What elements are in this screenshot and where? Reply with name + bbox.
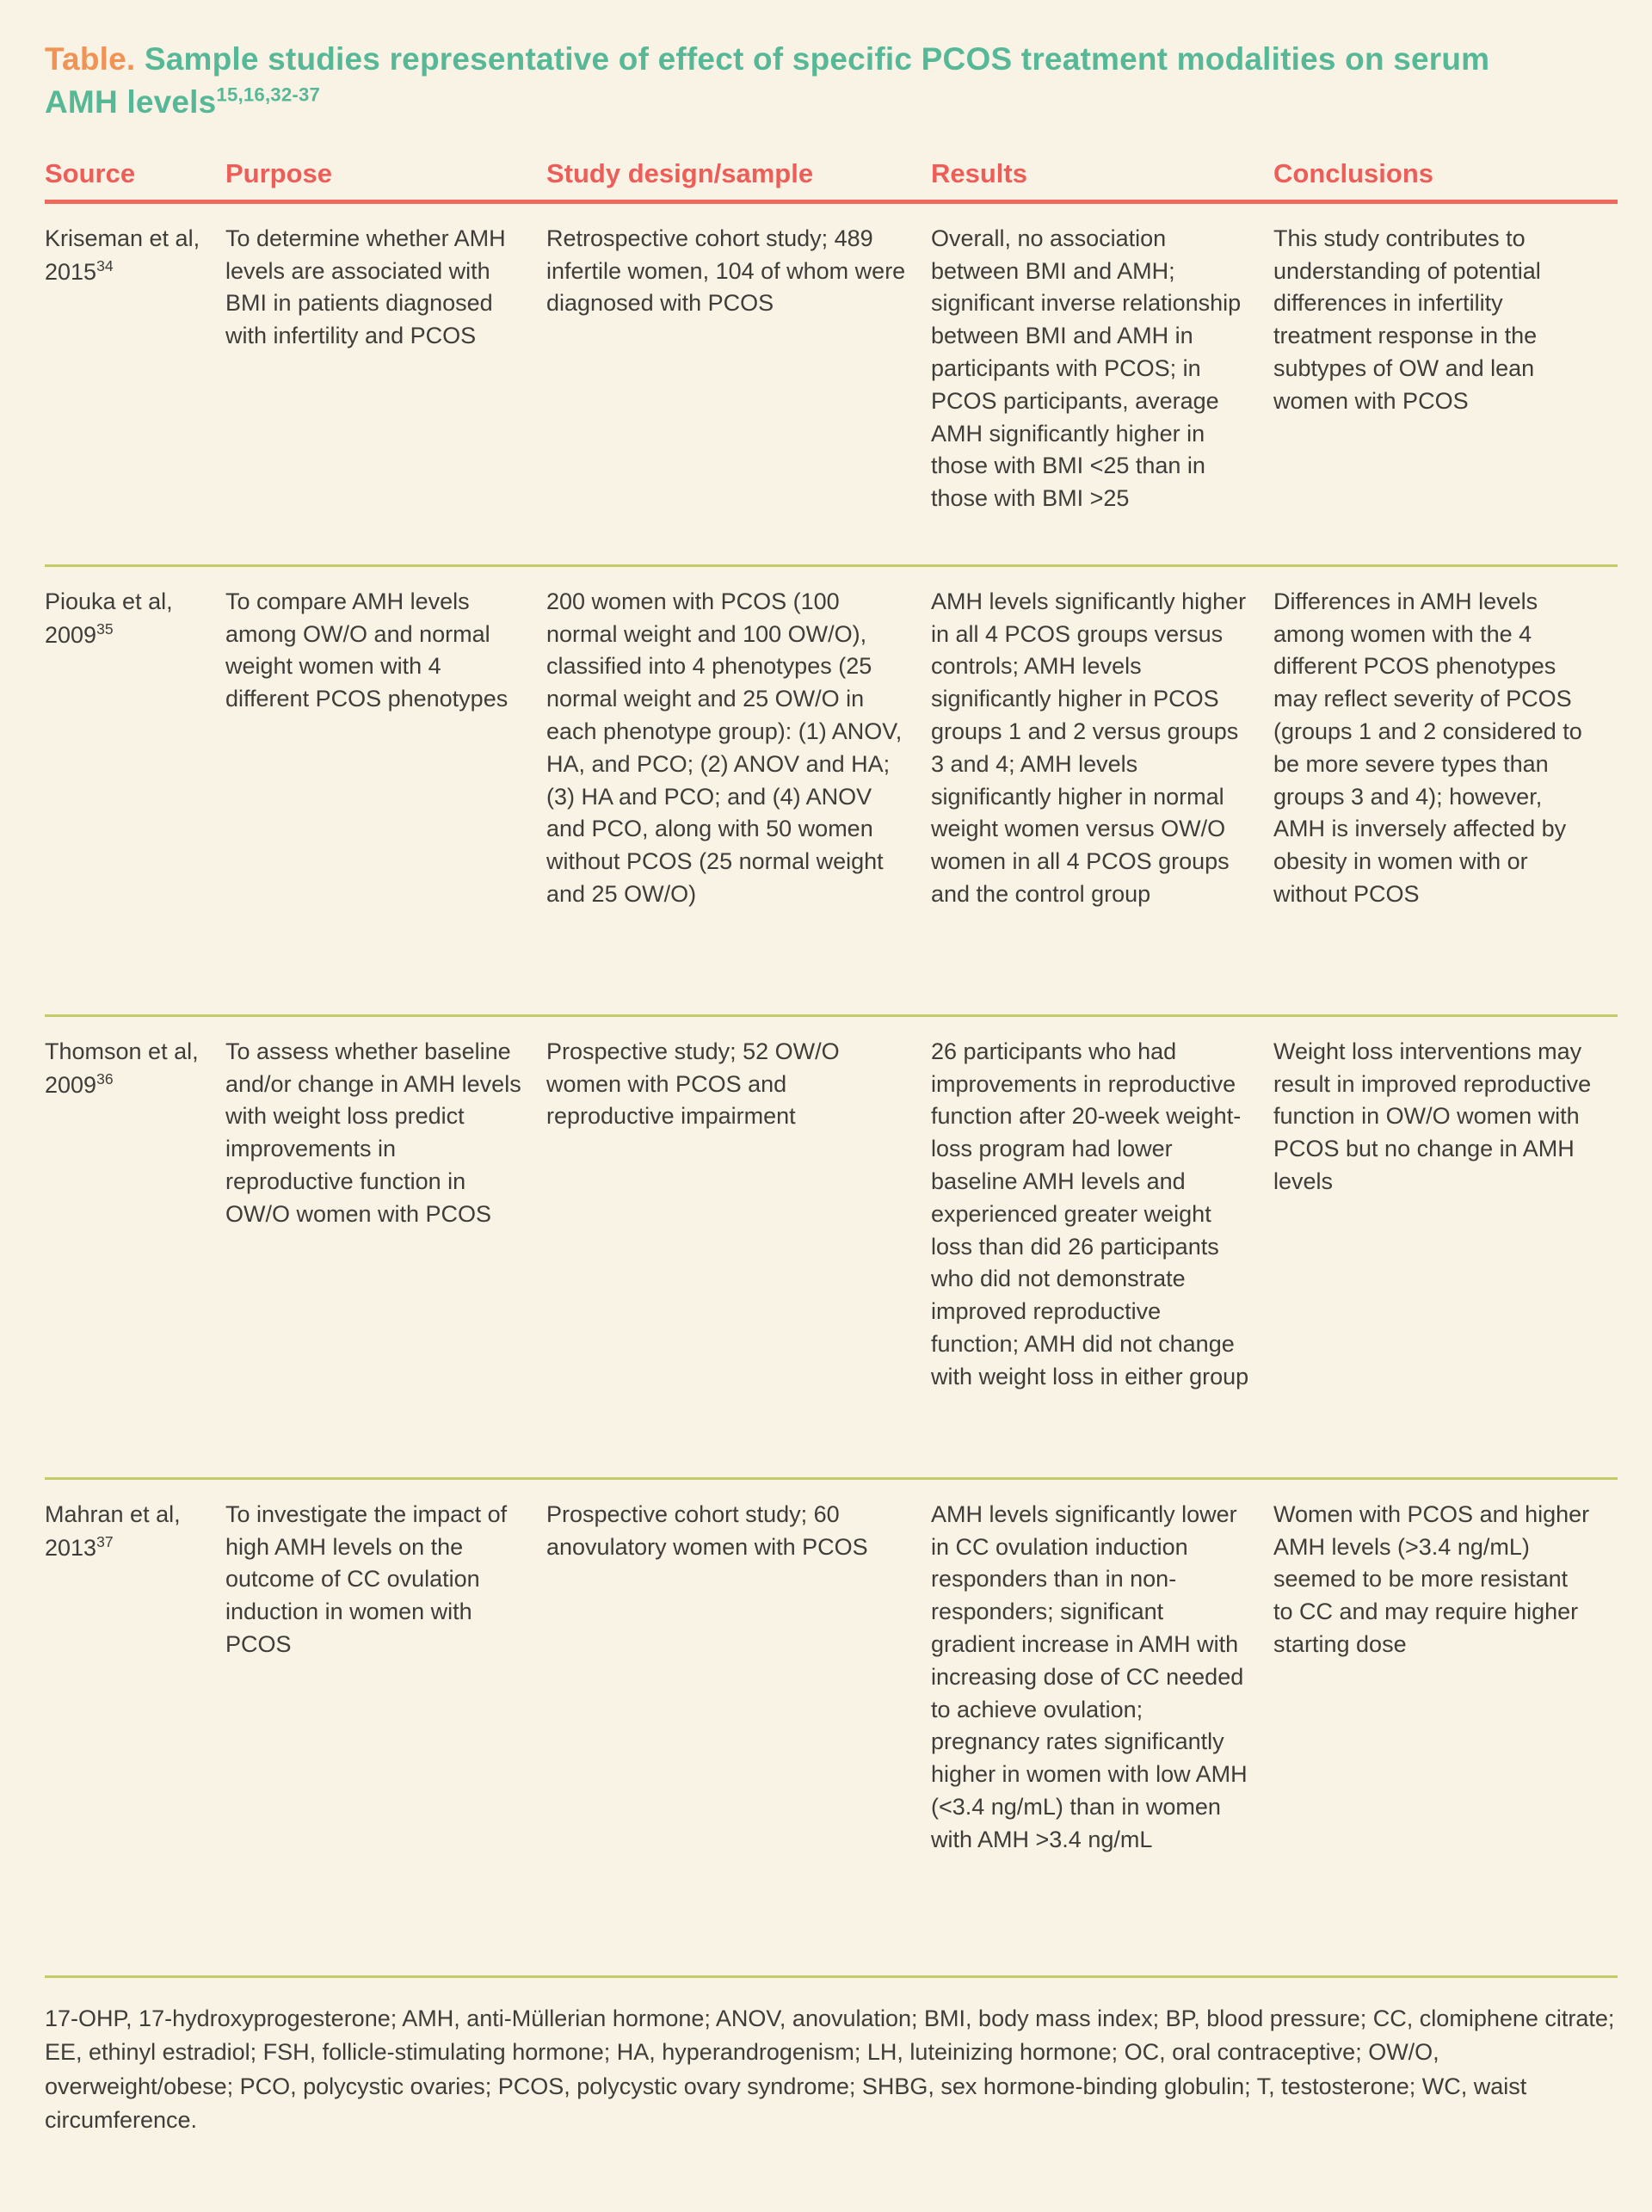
table-row (45, 204, 1618, 567)
table-row (45, 567, 1618, 1017)
results-cell: Overall, no association between BMI and AMH; significant inverse relationship between BMI and AMH in participants with PCOS; in PCOS participants, average AMH significantly higher in those with BMI <25 than in those with BMI >25 (931, 225, 1242, 512)
results-cell: 26 participants who had improvements in reproductive function after 20-week weight-loss program had lower baseline AMH levels and experienced greater weight loss than did 26 participants who did not demonstrate improved reproductive function; AMH did not change with weight loss in either group (931, 1038, 1249, 1389)
results-cell: AMH levels significantly lower in CC ovulation induction responders than in non-responders; significant gradient increase in AMH with increasing dose of CC needed to achieve ovulation; pregnancy rates significantly higher in women with low AMH (<3.4 ng/mL) than in women with AMH >3.4 ng/mL (931, 1500, 1248, 1852)
conclusions-cell: Weight loss interventions may result in improved reproductive function in OW/O women with PCOS but no change in AMH levels (1273, 1038, 1592, 1195)
table-row (45, 1480, 1618, 1978)
design-cell: Prospective study; 52 OW/O women with PCOS and reproductive impairment (546, 1038, 840, 1130)
purpose-cell: To investigate the impact of high AMH levels on the outcome of CC ovulation induction in women with PCOS (225, 1500, 508, 1658)
conclusions-cell: This study contributes to understanding of potential differences in infertility treatment response in the subtypes of OW and lean women with PCOS (1273, 225, 1541, 414)
purpose-cell: To determine whether AMH levels are associated with BMI in patients diagnosed with infertility and PCOS (225, 225, 506, 349)
design-cell: Retrospective cohort study; 489 infertile women, 104 of whom were diagnosed with PCOS (546, 225, 906, 317)
table-row (45, 1017, 1618, 1480)
source-reference-number: 37 (96, 1532, 114, 1550)
column-header-purpose: Purpose (225, 157, 333, 188)
design-cell: 200 women with PCOS (100 normal weight and 100 OW/O), classified into 4 phenotypes (25 normal weight and 25 OW/O in each phenotype group): (1) ANOV, HA, and PCO; (2) ANOV and HA; (3) HA and PCO; and (4) ANOV and PCO, along with 50 women without PCOS (25 normal weight and 25 OW/O) (546, 588, 903, 908)
source-citation: Piouka et al, 2009 (45, 588, 173, 648)
column-header-results: Results (931, 157, 1027, 188)
results-cell: AMH levels significantly higher in all 4 PCOS groups versus controls; AMH levels significantly higher in PCOS groups 1 and 2 versus groups 3 and 4; AMH levels significantly higher in normal weight women versus OW/O women in all 4 PCOS groups and the control group (931, 588, 1247, 908)
table-title (45, 38, 1490, 124)
source-citation: Thomson et al, 2009 (45, 1038, 199, 1098)
table-title-references: 15,16,32-37 (216, 83, 321, 106)
source-cell (45, 1036, 225, 1457)
source-reference-number: 35 (96, 619, 114, 638)
conclusions-cell: Differences in AMH levels among women with the 4 different PCOS phenotypes may reflect severity of PCOS (groups 1 and 2 considered to be more severe types than groups 3 and 4); however, AMH is inversely affected by obesity in women with or without PCOS (1273, 588, 1582, 908)
source-reference-number: 36 (96, 1069, 114, 1088)
design-cell: Prospective cohort study; 60 anovulatory women with PCOS (546, 1500, 868, 1560)
column-header-design: Study design/sample (546, 157, 814, 188)
table-header-row (45, 129, 1618, 204)
source-reference-number: 34 (96, 256, 114, 274)
table-title-text: Sample studies representative of effect of specific PCOS treatment modalities on serum AMH levels (45, 41, 1490, 120)
source-cell (45, 1499, 225, 1955)
source-citation: Mahran et al, 2013 (45, 1500, 181, 1561)
purpose-cell: To assess whether baseline and/or change in AMH levels with weight loss predict improvements in reproductive function in OW/O women with PCOS (225, 1038, 521, 1227)
conclusions-cell: Women with PCOS and higher AMH levels (>3.4 ng/mL) seemed to be more resistant to CC and may require higher starting dose (1273, 1500, 1590, 1658)
abbreviations-footnote: 17-OHP, 17-hydroxyprogesterone; AMH, anti-Müllerian hormone; ANOV, anovulation; BMI, body mass index; BP, blood pressure; CC, clomiphene citrate; EE, ethinyl estradiol; FSH, follicle-stimulating hormone; HA, hyperandrogenism; LH, luteinizing hormone; OC, oral contraceptive; OW/O, overweight/obese; PCO, polycystic ovaries; PCOS, polycystic ovary syndrome; SHBG, sex hormone-binding globulin; T, testosterone; WC, waist circumference. (45, 2005, 1615, 2134)
column-header-conclusions: Conclusions (1273, 157, 1434, 188)
column-header-source: Source (45, 157, 136, 188)
table-label: Table. (45, 41, 136, 77)
source-cell (45, 223, 225, 544)
purpose-cell: To compare AMH levels among OW/O and normal weight women with 4 different PCOS phenotypes (225, 588, 509, 712)
source-citation: Kriseman et al, 2015 (45, 225, 200, 285)
source-cell (45, 586, 225, 994)
